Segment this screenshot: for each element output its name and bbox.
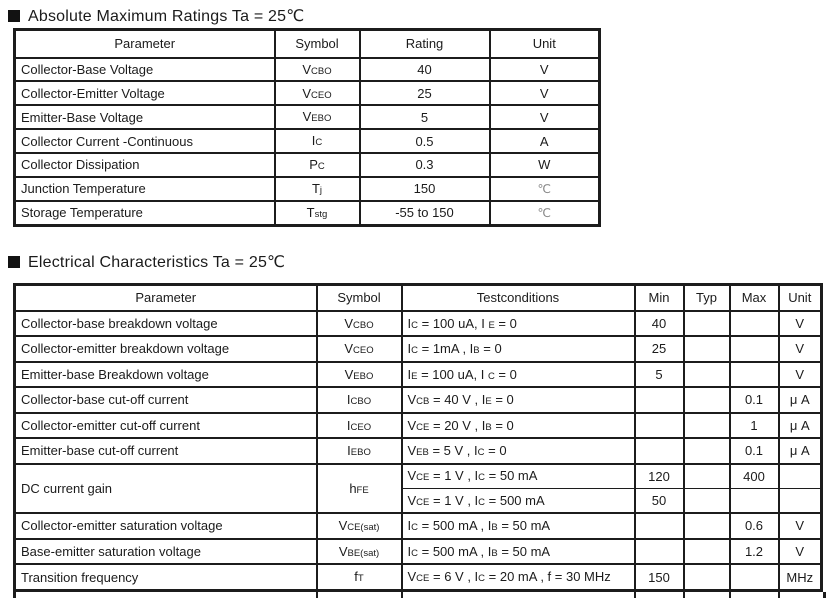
cell-condition bbox=[402, 311, 635, 337]
cell-condition bbox=[402, 464, 635, 489]
symbol-subscript: FE bbox=[356, 484, 369, 496]
text-segment: = 50 mA bbox=[497, 543, 551, 559]
cell-typ bbox=[684, 413, 730, 439]
cell-symbol bbox=[317, 336, 402, 362]
cell-parameter: Collector-base breakdown voltage bbox=[15, 311, 317, 337]
text-segment: I bbox=[346, 417, 351, 433]
cell-unit: MHz bbox=[779, 564, 822, 590]
cell-unit: V bbox=[779, 336, 822, 362]
column-header-rating: Rating bbox=[360, 30, 490, 58]
symbol-subscript: BE(sat) bbox=[347, 547, 380, 559]
cell-symbol bbox=[275, 129, 360, 153]
column-header-min: Min bbox=[635, 285, 684, 311]
column-header-symbol: Symbol bbox=[275, 30, 360, 58]
text-segment: I bbox=[407, 366, 412, 382]
column-header-symbol: Symbol bbox=[317, 285, 402, 311]
text-segment: = 100 uA, I bbox=[418, 315, 489, 331]
cell-symbol bbox=[275, 177, 360, 201]
text-segment: V bbox=[344, 341, 354, 357]
cell-unit bbox=[490, 201, 600, 226]
cell-rating: 5 bbox=[360, 105, 490, 129]
section-title-text: Electrical Characteristics Ta = 25℃ bbox=[28, 254, 286, 271]
cell-unit bbox=[490, 177, 600, 201]
cell-condition bbox=[402, 362, 635, 388]
cell-typ bbox=[684, 564, 730, 590]
table-row bbox=[15, 464, 822, 489]
text-segment: = 0 bbox=[484, 443, 507, 459]
table-row bbox=[15, 513, 822, 539]
symbol-subscript: CE bbox=[416, 573, 430, 585]
text-segment: I bbox=[407, 341, 412, 357]
cell-parameter: DC current gain bbox=[15, 464, 317, 513]
cell-typ bbox=[684, 464, 730, 489]
cell-unit bbox=[779, 488, 822, 513]
text-segment: = 40 V , I bbox=[429, 392, 486, 408]
cell-parameter: Storage Temperature bbox=[15, 201, 275, 226]
text-segment: = 500 mA bbox=[485, 492, 545, 508]
column-header-parameter: Parameter bbox=[15, 285, 317, 311]
cell-unit: V bbox=[779, 539, 822, 565]
cell-min: 5 bbox=[635, 362, 684, 388]
cell-rating: 150 bbox=[360, 177, 490, 201]
table-row bbox=[15, 153, 600, 177]
cell-condition bbox=[402, 413, 635, 439]
text-segment: V bbox=[407, 392, 417, 408]
text-segment: I bbox=[347, 443, 351, 459]
table-row bbox=[15, 539, 822, 565]
cell-min bbox=[635, 438, 684, 464]
cell-max: 1.2 bbox=[730, 539, 779, 565]
cell-rating: -55 to 150 bbox=[360, 201, 490, 226]
cell-typ bbox=[684, 488, 730, 513]
table-row bbox=[15, 311, 822, 337]
cell-unit: W bbox=[490, 153, 600, 177]
text-segment: h bbox=[349, 480, 357, 496]
text-segment: T bbox=[311, 181, 320, 197]
cell-rating: 40 bbox=[360, 58, 490, 82]
symbol-subscript: C bbox=[411, 319, 418, 331]
text-segment: I bbox=[407, 315, 412, 331]
symbol-subscript: C bbox=[411, 547, 418, 559]
table-row bbox=[15, 58, 600, 82]
cell-rating: 25 bbox=[360, 81, 490, 105]
text-segment: = 500 mA , I bbox=[418, 518, 492, 533]
symbol-subscript: E bbox=[485, 396, 492, 408]
text-segment: ℃ bbox=[537, 206, 551, 221]
text-segment: V bbox=[302, 109, 312, 125]
symbol-subscript: CBO bbox=[353, 319, 374, 331]
cell-condition bbox=[402, 387, 635, 413]
symbol-subscript: T bbox=[357, 573, 364, 585]
cell-symbol bbox=[317, 362, 402, 388]
column-header-parameter: Parameter bbox=[15, 30, 275, 58]
text-segment: V bbox=[407, 492, 417, 508]
symbol-subscript: CE bbox=[416, 421, 430, 433]
text-segment: = 0 bbox=[479, 341, 502, 357]
cell-unit: μ A bbox=[779, 438, 822, 464]
cell-condition bbox=[402, 513, 635, 539]
symbol-subscript: B bbox=[485, 421, 492, 433]
symbol-subscript: CEO bbox=[353, 345, 374, 357]
absolute-maximum-ratings-table bbox=[13, 28, 601, 227]
symbol-subscript: E bbox=[411, 370, 418, 382]
table-row bbox=[15, 413, 822, 439]
cell-unit: A bbox=[490, 129, 600, 153]
cell-parameter: Transition frequency bbox=[15, 564, 317, 590]
column-header-unit: Unit bbox=[779, 285, 822, 311]
symbol-subscript: C bbox=[315, 137, 323, 149]
cell-condition bbox=[402, 564, 635, 590]
cell-unit: V bbox=[779, 311, 822, 337]
cell-max bbox=[730, 564, 779, 590]
cell-max bbox=[730, 362, 779, 388]
column-header-condition: Testconditions bbox=[402, 285, 635, 311]
symbol-subscript: B bbox=[473, 345, 480, 357]
text-segment: = 100 uA, I bbox=[417, 366, 488, 382]
truncated-row-stub bbox=[13, 592, 826, 598]
symbol-subscript: B bbox=[491, 547, 498, 559]
symbol-subscript: EBO bbox=[350, 447, 371, 459]
table-row bbox=[15, 387, 822, 413]
symbol-subscript: EBO bbox=[311, 113, 332, 125]
text-segment: V bbox=[407, 417, 417, 433]
table-row bbox=[15, 438, 822, 464]
symbol-subscript: EBO bbox=[353, 370, 374, 382]
cell-parameter: Collector-emitter cut-off current bbox=[15, 413, 317, 439]
text-segment: I bbox=[311, 133, 316, 149]
symbol-subscript: C bbox=[478, 573, 486, 585]
text-segment: P bbox=[309, 157, 318, 173]
cell-symbol bbox=[317, 539, 402, 565]
cell-min: 120 bbox=[635, 464, 684, 489]
symbol-subscript: B bbox=[491, 522, 498, 533]
cell-parameter: Collector-emitter breakdown voltage bbox=[15, 336, 317, 362]
cell-symbol bbox=[275, 105, 360, 129]
cell-symbol bbox=[317, 564, 402, 590]
text-segment: = 500 mA , I bbox=[418, 543, 492, 559]
cell-max: 0.1 bbox=[730, 438, 779, 464]
cell-parameter: Emitter-base Breakdown voltage bbox=[15, 362, 317, 388]
cell-unit: V bbox=[779, 513, 822, 539]
cell-condition bbox=[402, 438, 635, 464]
cell-min: 50 bbox=[635, 488, 684, 513]
cell-symbol bbox=[317, 413, 402, 439]
symbol-subscript: CE bbox=[416, 496, 430, 508]
cell-symbol bbox=[317, 311, 402, 337]
text-segment: I bbox=[407, 518, 412, 533]
table-row bbox=[15, 362, 822, 388]
text-segment: = 20 V , I bbox=[429, 417, 486, 433]
text-segment: f bbox=[354, 569, 358, 585]
cell-max bbox=[730, 488, 779, 513]
text-segment: ℃ bbox=[537, 182, 551, 197]
text-segment: V bbox=[407, 468, 417, 484]
symbol-subscript: EB bbox=[416, 447, 429, 459]
cell-symbol bbox=[275, 153, 360, 177]
cell-condition bbox=[402, 488, 635, 513]
cell-unit: μ A bbox=[779, 387, 822, 413]
cell-unit: V bbox=[490, 81, 600, 105]
text-segment: = 0 bbox=[491, 417, 514, 433]
text-segment: = 0 bbox=[494, 366, 517, 382]
cell-typ bbox=[684, 539, 730, 565]
symbol-subscript: CE(sat) bbox=[347, 522, 380, 533]
cell-parameter: Collector-base cut-off current bbox=[15, 387, 317, 413]
cell-max bbox=[730, 336, 779, 362]
symbol-subscript: stg bbox=[314, 209, 328, 221]
symbol-subscript: C bbox=[478, 496, 486, 508]
cell-typ bbox=[684, 387, 730, 413]
cell-typ bbox=[684, 336, 730, 362]
symbol-subscript: CEO bbox=[350, 421, 372, 433]
table-row bbox=[15, 129, 600, 153]
text-segment: = 1 V , I bbox=[429, 468, 479, 484]
text-segment: V bbox=[338, 518, 348, 533]
text-segment: V bbox=[407, 443, 417, 459]
text-segment: = 0 bbox=[491, 392, 514, 408]
cell-symbol bbox=[317, 438, 402, 464]
column-header-max: Max bbox=[730, 285, 779, 311]
cell-min bbox=[635, 539, 684, 565]
symbol-subscript: C bbox=[411, 522, 418, 533]
symbol-subscript: C bbox=[317, 161, 325, 173]
header-row bbox=[15, 30, 600, 58]
cell-typ bbox=[684, 311, 730, 337]
cell-max bbox=[730, 311, 779, 337]
cell-parameter: Collector-Emitter Voltage bbox=[15, 81, 275, 105]
column-header-unit: Unit bbox=[490, 30, 600, 58]
cell-symbol bbox=[275, 201, 360, 226]
cell-unit: μ A bbox=[779, 413, 822, 439]
text-segment: = 1mA , I bbox=[418, 341, 474, 357]
cell-unit bbox=[779, 464, 822, 489]
table-row bbox=[15, 81, 600, 105]
electrical-characteristics-table bbox=[13, 283, 823, 592]
cell-symbol bbox=[275, 81, 360, 105]
cell-parameter: Collector-Base Voltage bbox=[15, 58, 275, 82]
cell-condition bbox=[402, 336, 635, 362]
cell-parameter: Base-emitter saturation voltage bbox=[15, 539, 317, 565]
text-segment: V bbox=[302, 61, 312, 77]
cell-min bbox=[635, 413, 684, 439]
text-segment: = 5 V , I bbox=[428, 443, 478, 459]
column-header-typ: Typ bbox=[684, 285, 730, 311]
cell-parameter: Collector Current -Continuous bbox=[15, 129, 275, 153]
cell-unit: V bbox=[490, 58, 600, 82]
symbol-subscript: j bbox=[319, 185, 323, 197]
cell-symbol bbox=[275, 58, 360, 82]
cell-rating: 0.3 bbox=[360, 153, 490, 177]
text-segment: = 50 mA bbox=[497, 518, 551, 533]
cell-unit: V bbox=[490, 105, 600, 129]
cell-min bbox=[635, 387, 684, 413]
text-segment: = 6 V , I bbox=[429, 569, 479, 585]
cell-max: 400 bbox=[730, 464, 779, 489]
symbol-subscript: CBO bbox=[311, 65, 332, 77]
cell-min bbox=[635, 513, 684, 539]
text-segment: T bbox=[306, 205, 315, 221]
text-segment: = 20 mA , f = 30 MHz bbox=[485, 569, 611, 585]
symbol-subscript: C bbox=[478, 472, 486, 484]
text-segment: V bbox=[344, 315, 354, 331]
symbol-subscript: C bbox=[477, 447, 485, 459]
cell-symbol bbox=[317, 387, 402, 413]
cell-parameter: Collector Dissipation bbox=[15, 153, 275, 177]
table-row bbox=[15, 105, 600, 129]
cell-max: 0.1 bbox=[730, 387, 779, 413]
table-row bbox=[15, 564, 822, 590]
square-bullet-icon bbox=[8, 256, 20, 268]
text-segment: = 0 bbox=[494, 315, 517, 331]
text-segment: V bbox=[302, 85, 312, 101]
table-row bbox=[15, 201, 600, 226]
symbol-subscript: C bbox=[487, 370, 495, 382]
symbol-subscript: CE bbox=[416, 472, 430, 484]
cell-min: 25 bbox=[635, 336, 684, 362]
header-row bbox=[15, 285, 822, 311]
section-title-absolute-maximum-ratings bbox=[8, 6, 304, 26]
cell-parameter: Junction Temperature bbox=[15, 177, 275, 201]
text-segment: = 50 mA bbox=[485, 468, 538, 484]
cell-symbol bbox=[317, 513, 402, 539]
section-title-electrical-characteristics bbox=[8, 252, 285, 272]
text-segment: V bbox=[338, 543, 348, 559]
cell-parameter: Emitter-Base Voltage bbox=[15, 105, 275, 129]
table-row bbox=[15, 336, 822, 362]
table-row bbox=[15, 177, 600, 201]
cell-min: 150 bbox=[635, 564, 684, 590]
cell-typ bbox=[684, 438, 730, 464]
symbol-subscript: CBO bbox=[350, 396, 372, 408]
text-segment: V bbox=[407, 569, 417, 585]
symbol-subscript: CB bbox=[416, 396, 430, 408]
symbol-subscript: C bbox=[411, 345, 418, 357]
section-title-text: Absolute Maximum Ratings Ta = 25℃ bbox=[28, 8, 305, 25]
cell-typ bbox=[684, 362, 730, 388]
cell-typ bbox=[684, 513, 730, 539]
cell-symbol bbox=[317, 464, 402, 513]
text-segment: I bbox=[346, 392, 351, 408]
square-bullet-icon bbox=[8, 10, 20, 22]
text-segment: V bbox=[344, 366, 354, 382]
cell-unit: V bbox=[779, 362, 822, 388]
text-segment: = 1 V , I bbox=[429, 492, 479, 508]
cell-parameter: Emitter-base cut-off current bbox=[15, 438, 317, 464]
symbol-subscript: E bbox=[488, 319, 495, 331]
cell-max: 1 bbox=[730, 413, 779, 439]
cell-max: 0.6 bbox=[730, 513, 779, 539]
text-segment: I bbox=[407, 543, 412, 559]
cell-min: 40 bbox=[635, 311, 684, 337]
cell-parameter: Collector-emitter saturation voltage bbox=[15, 513, 317, 539]
cell-condition bbox=[402, 539, 635, 565]
symbol-subscript: CEO bbox=[311, 89, 332, 101]
cell-rating: 0.5 bbox=[360, 129, 490, 153]
